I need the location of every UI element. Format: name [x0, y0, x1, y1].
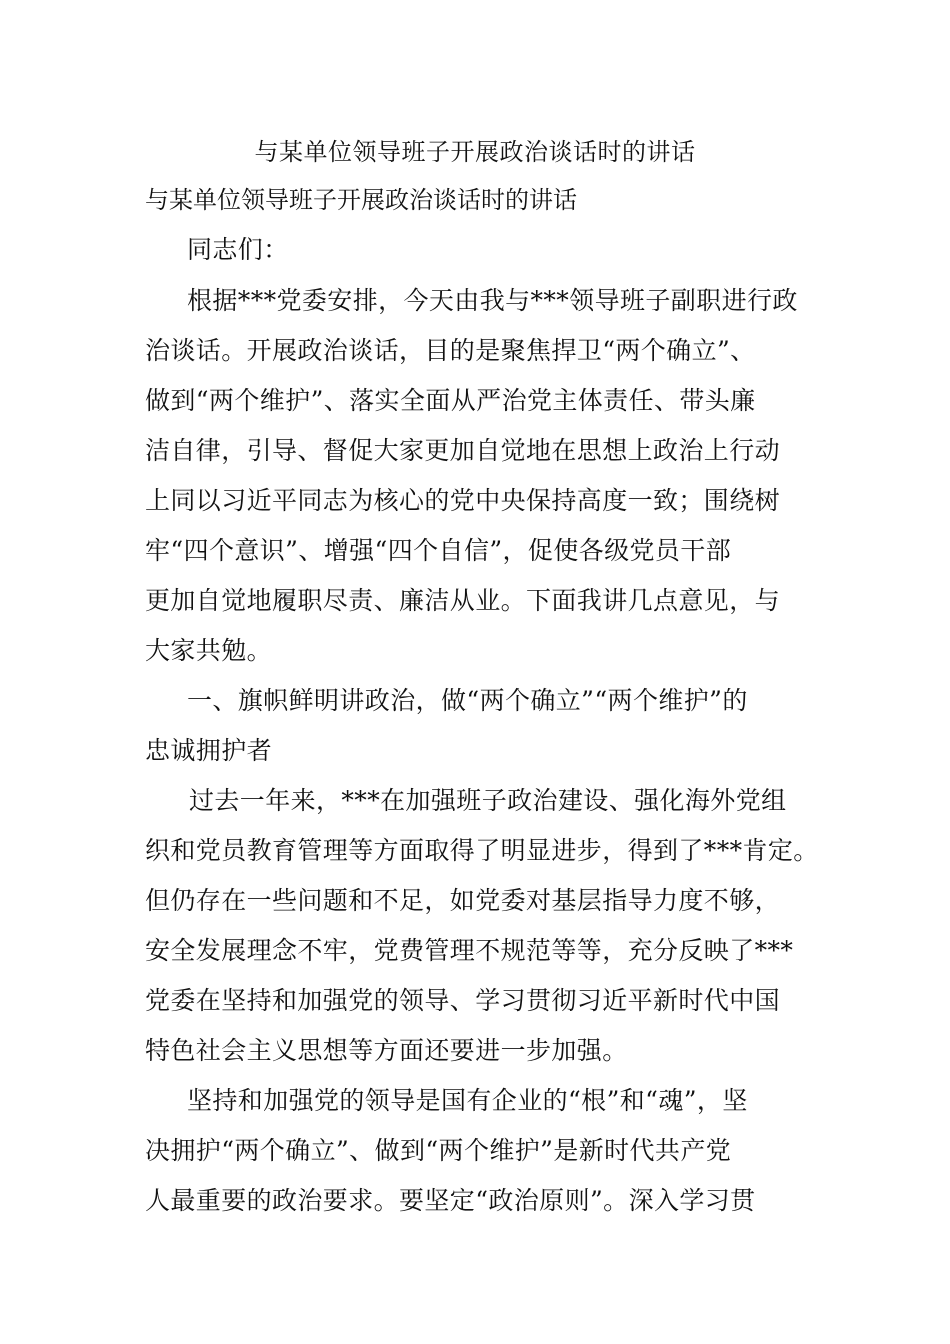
paragraph-line: 根据***党委安排，今天由我与***领导班子副职进行政 — [187, 286, 798, 315]
paragraph-line: 决拥护“两个确立”、做到“两个维护”是新时代共产党 — [145, 1136, 732, 1165]
paragraph-line: 安全发展理念不牢，党费管理不规范等等，充分反映了*** — [145, 936, 794, 965]
paragraph-line: 牢“四个意识”、增强“四个自信”，促使各级党员干部 — [145, 536, 732, 565]
paragraph-line: 过去一年来，***在加强班子政治建设、强化海外党组 — [189, 786, 787, 815]
paragraph-line: 人最重要的政治要求。要坚定“政治原则”。深入学习贯 — [145, 1186, 756, 1215]
document-title: 与某单位领导班子开展政治谈话时的讲话 — [254, 138, 696, 166]
paragraph-line: 上同以习近平同志为核心的党中央保持高度一致；围绕树 — [145, 486, 781, 515]
paragraph-line: 党委在坚持和加强党的领导、学习贯彻习近平新时代中国 — [145, 986, 781, 1015]
paragraph-line: 织和党员教育管理等方面取得了明显进步，得到了***肯定。 — [145, 836, 819, 865]
paragraph-line: 做到“两个维护”、落实全面从严治党主体责任、带头廉 — [145, 386, 756, 415]
paragraph-line: 治谈话。开展政治谈话，目的是聚焦捍卫“两个确立”、 — [145, 336, 756, 365]
paragraph-line: 洁自律，引导、督促大家更加自觉地在思想上政治上行动 — [145, 436, 781, 465]
salutation: 同志们： — [187, 235, 289, 264]
paragraph-line: 但仍存在一些问题和不足，如党委对基层指导力度不够， — [145, 886, 781, 915]
document-subtitle: 与某单位领导班子开展政治谈话时的讲话 — [145, 186, 577, 214]
paragraph-line: 特色社会主义思想等方面还要进一步加强。 — [145, 1036, 628, 1065]
paragraph-line: 更加自觉地履职尽责、廉洁从业。下面我讲几点意见，与 — [145, 586, 781, 615]
section-heading: 一、旗帜鲜明讲政治，做“两个确立”“两个维护”的 — [187, 686, 748, 715]
section-heading: 忠诚拥护者 — [145, 736, 273, 765]
paragraph-line: 大家共勉。 — [145, 636, 273, 665]
paragraph-line: 坚持和加强党的领导是国有企业的“根”和“魂”，坚 — [187, 1086, 748, 1115]
